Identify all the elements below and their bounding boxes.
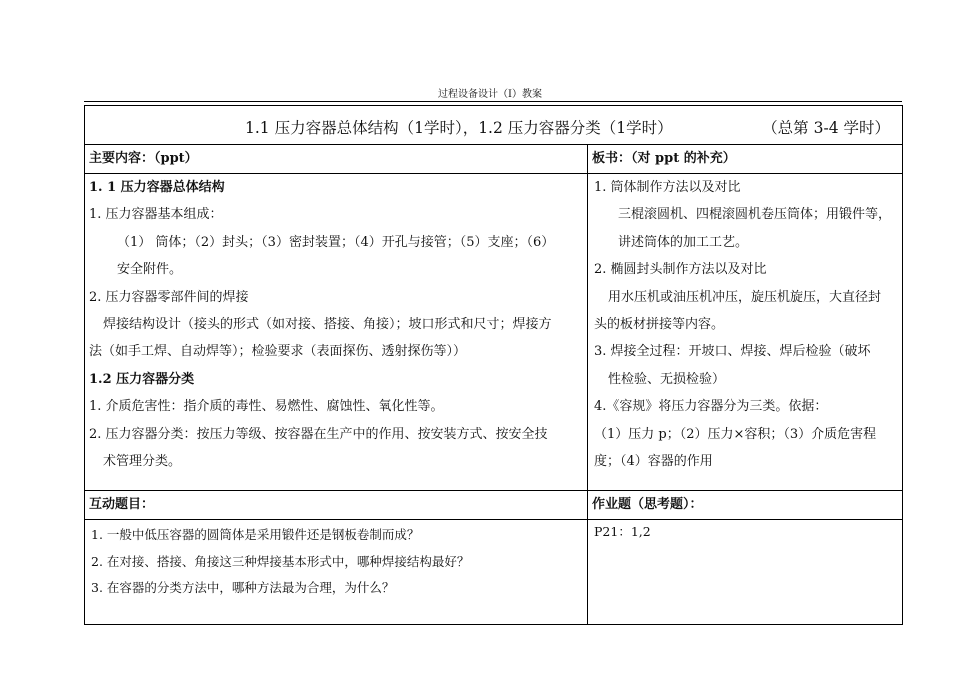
homework-cell <box>588 520 903 625</box>
section-title-1-1: 1. 1 压力容器总体结构 <box>89 180 225 195</box>
content-line: 2. 压力容器零部件间的焊接 <box>89 289 249 305</box>
homework-heading: 作业题（思考题）： <box>588 491 903 520</box>
question-item: 3. 在容器的分类方法中，哪种方法最为合理，为什么？ <box>91 580 395 595</box>
board-line: 头的板材拼接等内容。 <box>594 316 725 332</box>
total-hours: （总第 3-4 学时） <box>762 119 890 137</box>
content-line: 术管理分类。 <box>103 453 182 469</box>
content-line: 焊接结构设计（接头的形式（如对接、搭接、角接）；坡口形式和尺寸；焊接方 <box>103 316 552 332</box>
board-line: 4.《容规》将压力容器分为三类。依据： <box>594 399 828 415</box>
content-line: 2. 压力容器分类：按压力等级、按容器在生产中的作用、按安装方式、按安全技 <box>89 426 548 442</box>
interactive-questions-cell <box>85 520 588 625</box>
question-item: 1. 一般中低压容器的圆筒体是采用锻件还是钢板卷制而成？ <box>91 527 420 542</box>
lesson-title: 1.1 压力容器总体结构（1学时），1.2 压力容器分类（1学时） <box>245 119 673 137</box>
board-line: （1）压力 p；（2）压力×容积；（3）介质危害程 <box>594 426 877 442</box>
board-line: 讲述筒体的加工工艺。 <box>618 234 749 250</box>
board-line: 度；（4）容器的作用 <box>594 453 713 469</box>
board-notes-cell <box>588 174 903 491</box>
lesson-plan-table <box>84 105 903 625</box>
content-line: 法（如手工焊、自动焊等）；检验要求（表面探伤、透射探伤等）） <box>89 344 467 360</box>
main-content-cell <box>85 174 588 491</box>
header-rule <box>84 101 902 102</box>
board-notes-heading: 板书：（对 ppt 的补充） <box>588 145 903 174</box>
section-title-1-2: 1.2 压力容器分类 <box>89 371 195 387</box>
content-line: 1. 介质危害性：指介质的毒性、易燃性、腐蚀性、氧化性等。 <box>89 399 444 415</box>
main-content-heading: 主要内容：（ppt） <box>85 145 588 174</box>
question-item: 2. 在对接、搭接、角接这三种焊接基本形式中，哪种焊接结构最好？ <box>91 553 470 569</box>
interactive-heading: 互动题目： <box>85 491 588 520</box>
homework-text: P21：1,2 <box>594 524 651 539</box>
board-line: 1. 筒体制作方法以及对比 <box>594 180 741 195</box>
content-line: 安全附件。 <box>117 262 183 278</box>
content-line: 1. 压力容器基本组成： <box>89 207 223 223</box>
board-line: 2. 椭圆封头制作方法以及对比 <box>594 262 767 278</box>
board-line: 用水压机或油压机冲压，旋压机旋压，大直径封 <box>608 289 882 305</box>
title-row <box>85 106 903 145</box>
board-line: 三棍滚圆机、四棍滚圆机卷压筒体；用锻件等， <box>618 207 892 223</box>
board-line: 性检验、无损检验） <box>608 371 726 387</box>
running-header: 过程设备设计（Ⅰ）教案 <box>438 89 542 100</box>
content-line: （1） 筒体；（2）封头；（3）密封装置；（4）开孔与接管；（5）支座；（6） <box>117 234 555 250</box>
board-line: 3. 焊接全过程：开坡口、焊接、焊后检验（破坏 <box>594 344 871 360</box>
